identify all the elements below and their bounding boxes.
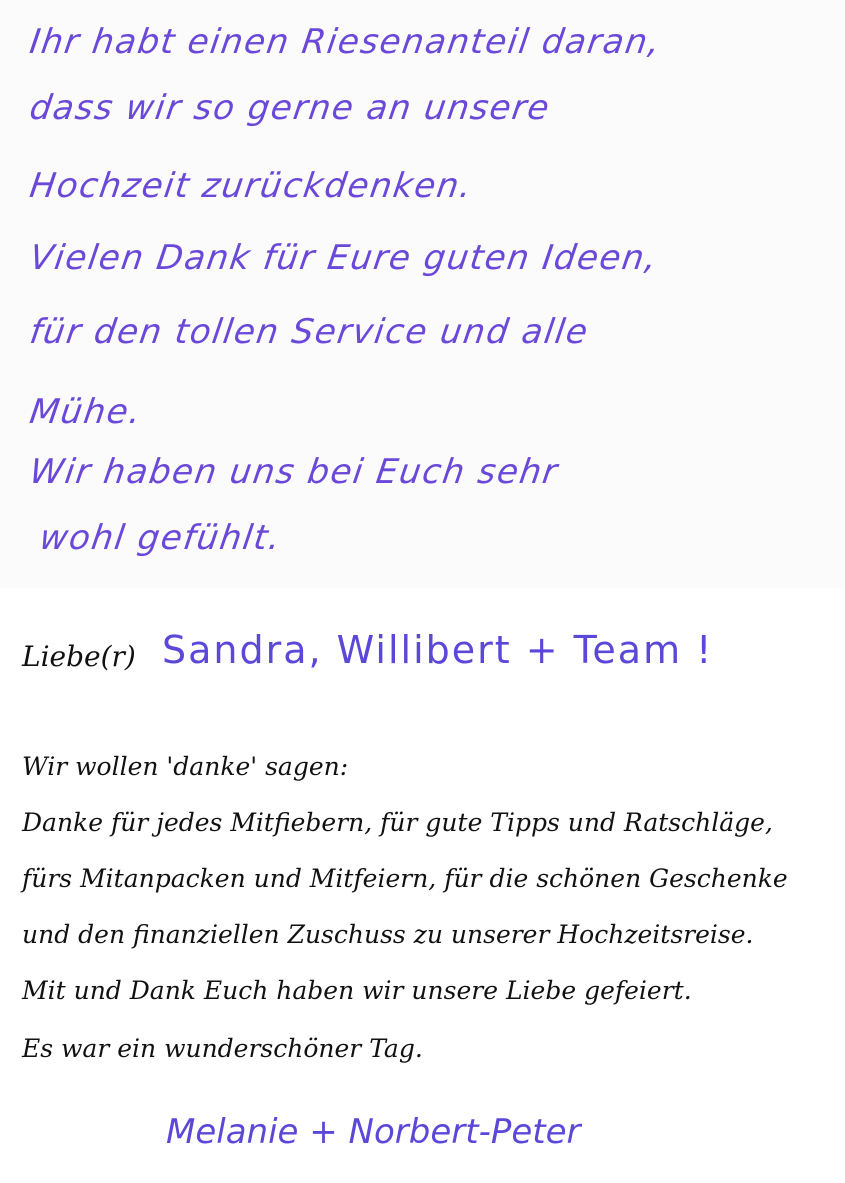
note-line-6: Mühe. <box>27 392 145 432</box>
greeting-name: Sandra, Willibert + Team ! <box>162 628 714 672</box>
card-line-2: Danke für jedes Mitfiebern, für gute Tipps und Ratschläge, <box>22 808 773 837</box>
handwritten-note <box>0 0 845 588</box>
note-line-8: wohl gefühlt. <box>37 518 284 558</box>
signature: Melanie + Norbert-Peter <box>166 1112 581 1152</box>
note-line-1: Ihr habt einen Riesenanteil daran, <box>27 22 664 62</box>
card-line-4: und den finanziellen Zuschuss zu unserer Hochzeitsreise. <box>22 920 754 949</box>
card-line-6: Es war ein wunderschöner Tag. <box>22 1034 423 1063</box>
greeting-prefix: Liebe(r) <box>22 640 136 673</box>
note-line-4: Vielen Dank für Eure guten Ideen, <box>27 238 661 278</box>
card-line-1: Wir wollen 'danke' sagen: <box>22 752 349 781</box>
note-line-2: dass wir so gerne an unsere <box>27 88 553 128</box>
card-line-3: fürs Mitanpacken und Mitfeiern, für die schönen Geschenke <box>22 864 788 893</box>
note-line-5: für den tollen Service und alle <box>27 312 592 352</box>
card-line-5: Mit und Dank Euch haben wir unsere Liebe gefeiert. <box>22 976 692 1005</box>
note-line-3: Hochzeit zurückdenken. <box>27 166 476 206</box>
note-line-7: Wir haben uns bei Euch sehr <box>27 452 562 492</box>
